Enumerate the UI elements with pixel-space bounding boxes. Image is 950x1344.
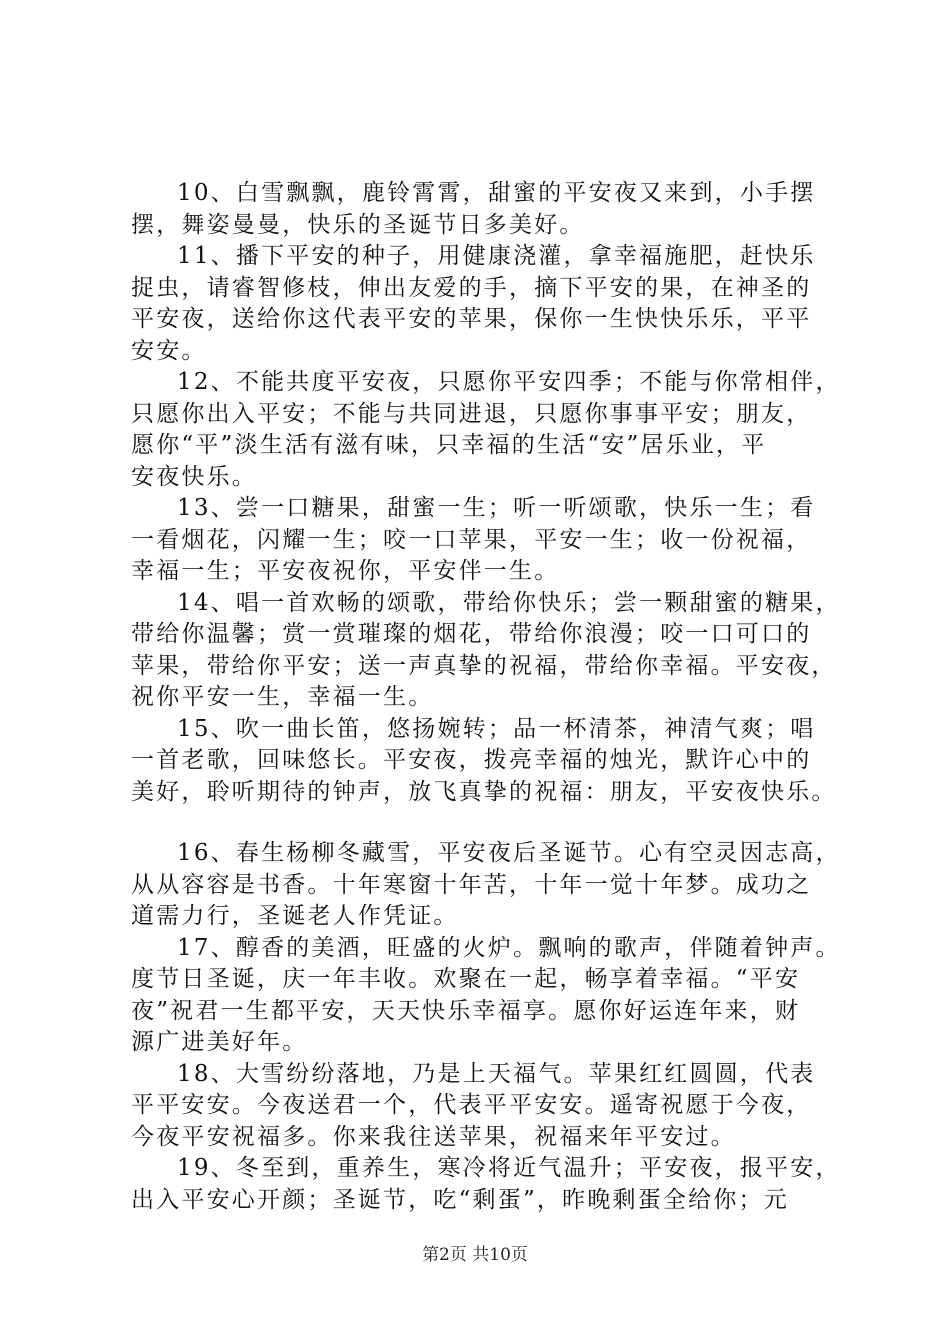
paragraph <box>131 178 851 241</box>
document-body <box>131 178 851 1216</box>
text-line: 幸福一生；平安夜祝你，平安伴一生。 <box>131 558 560 584</box>
text-line: 安夜快乐。 <box>131 463 257 490</box>
text-line: 从从容容是书香。十年寒窗十年苦，十年一觉十年梦。成功之 <box>131 871 812 898</box>
paragraph <box>131 1153 851 1216</box>
text-line: 15、吹一曲长笛，悠扬婉转；品一杯清茶，神清气爽；唱 <box>177 715 816 742</box>
text-line: 18、大雪纷纷落地，乃是上天福气。苹果红红圆圆，代表 <box>177 1060 816 1087</box>
text-line: 11、播下平安的种子，用健康浇灌，拿幸福施肥，赶快乐 <box>177 243 816 269</box>
text-line: 出入平安心开颜；圣诞节，吃“剩蛋”，昨晚剩蛋全给你；元 <box>131 1186 789 1213</box>
paragraph <box>131 714 851 809</box>
paragraph <box>131 241 851 367</box>
text-line: 美好，聆听期待的钟声，放飞真挚的祝福：朋友，平安夜快乐。 <box>131 778 837 805</box>
paragraph-gap <box>131 808 851 838</box>
paragraph <box>131 838 851 933</box>
text-line: 17、醇香的美酒，旺盛的火炉。飘响的歌声，伴随着钟声。 <box>177 934 841 961</box>
paragraph <box>131 933 851 1059</box>
text-line: 今夜平安祝福多。你来我往送苹果，祝福来年平安过。 <box>131 1123 736 1150</box>
text-line: 一看烟花，闪耀一生；咬一口苹果，平安一生；收一份祝福， <box>131 526 812 553</box>
text-line: 捉虫，请睿智修枝，伸出友爱的手，摘下平安的果，在神圣的 <box>131 274 812 301</box>
paragraph <box>131 367 851 493</box>
page-footer: 第2页 共10页 <box>422 1245 528 1265</box>
text-line: 愿你“平”淡生活有滋有味，只幸福的生活“安”居乐业，平 <box>131 432 767 458</box>
text-line: 一首老歌，回味悠长。平安夜，拨亮幸福的烛光，默许心中的 <box>131 747 812 773</box>
text-line: 度节日圣诞，庆一年丰收。欢聚在一起，畅享着幸福。“平安 <box>131 966 801 992</box>
text-line: 14、唱一首欢畅的颂歌，带给你快乐；尝一颗甜蜜的糖果， <box>177 589 841 616</box>
text-line: 12、不能共度平安夜，只愿你平安四季；不能与你常相伴， <box>177 369 841 395</box>
text-line: 道需力行，圣诞老人作凭证。 <box>131 903 459 929</box>
text-line: 平安夜，送给你这代表平安的苹果，保你一生快快乐乐，平平 <box>131 306 812 332</box>
text-line: 祝你平安一生，幸福一生。 <box>131 684 434 710</box>
text-line: 平平安安。今夜送君一个，代表平平安安。遥寄祝愿于今夜， <box>131 1092 812 1118</box>
text-line: 安安。 <box>131 337 207 364</box>
paragraph <box>131 588 851 714</box>
text-line: 19、冬至到，重养生，寒冷将近气温升；平安夜，报平安， <box>177 1155 841 1181</box>
text-line: 夜”祝君一生都平安，天天快乐幸福享。愿你好运连年来，财 <box>131 997 801 1024</box>
text-line: 只愿你出入平安；不能与共同进退，只愿你事事平安；朋友， <box>131 400 812 427</box>
text-line: 13、尝一口糖果，甜蜜一生；听一听颂歌，快乐一生；看 <box>177 495 816 521</box>
text-line: 源广进美好年。 <box>131 1029 308 1055</box>
text-line: 摆，舞姿曼曼，快乐的圣诞节日多美好。 <box>131 211 585 238</box>
text-line: 16、春生杨柳冬藏雪，平安夜后圣诞节。心有空灵因志高， <box>177 840 841 866</box>
paragraph <box>131 493 851 588</box>
text-line: 苹果，带给你平安；送一声真挚的祝福，带给你幸福。平安夜， <box>131 652 837 679</box>
text-line: 10、白雪飘飘，鹿铃霄霄，甜蜜的平安夜又来到，小手摆 <box>177 180 816 206</box>
text-line: 带给你温馨；赏一赏璀璨的烟花，带给你浪漫；咬一口可口的 <box>131 621 812 647</box>
paragraph <box>131 1059 851 1154</box>
